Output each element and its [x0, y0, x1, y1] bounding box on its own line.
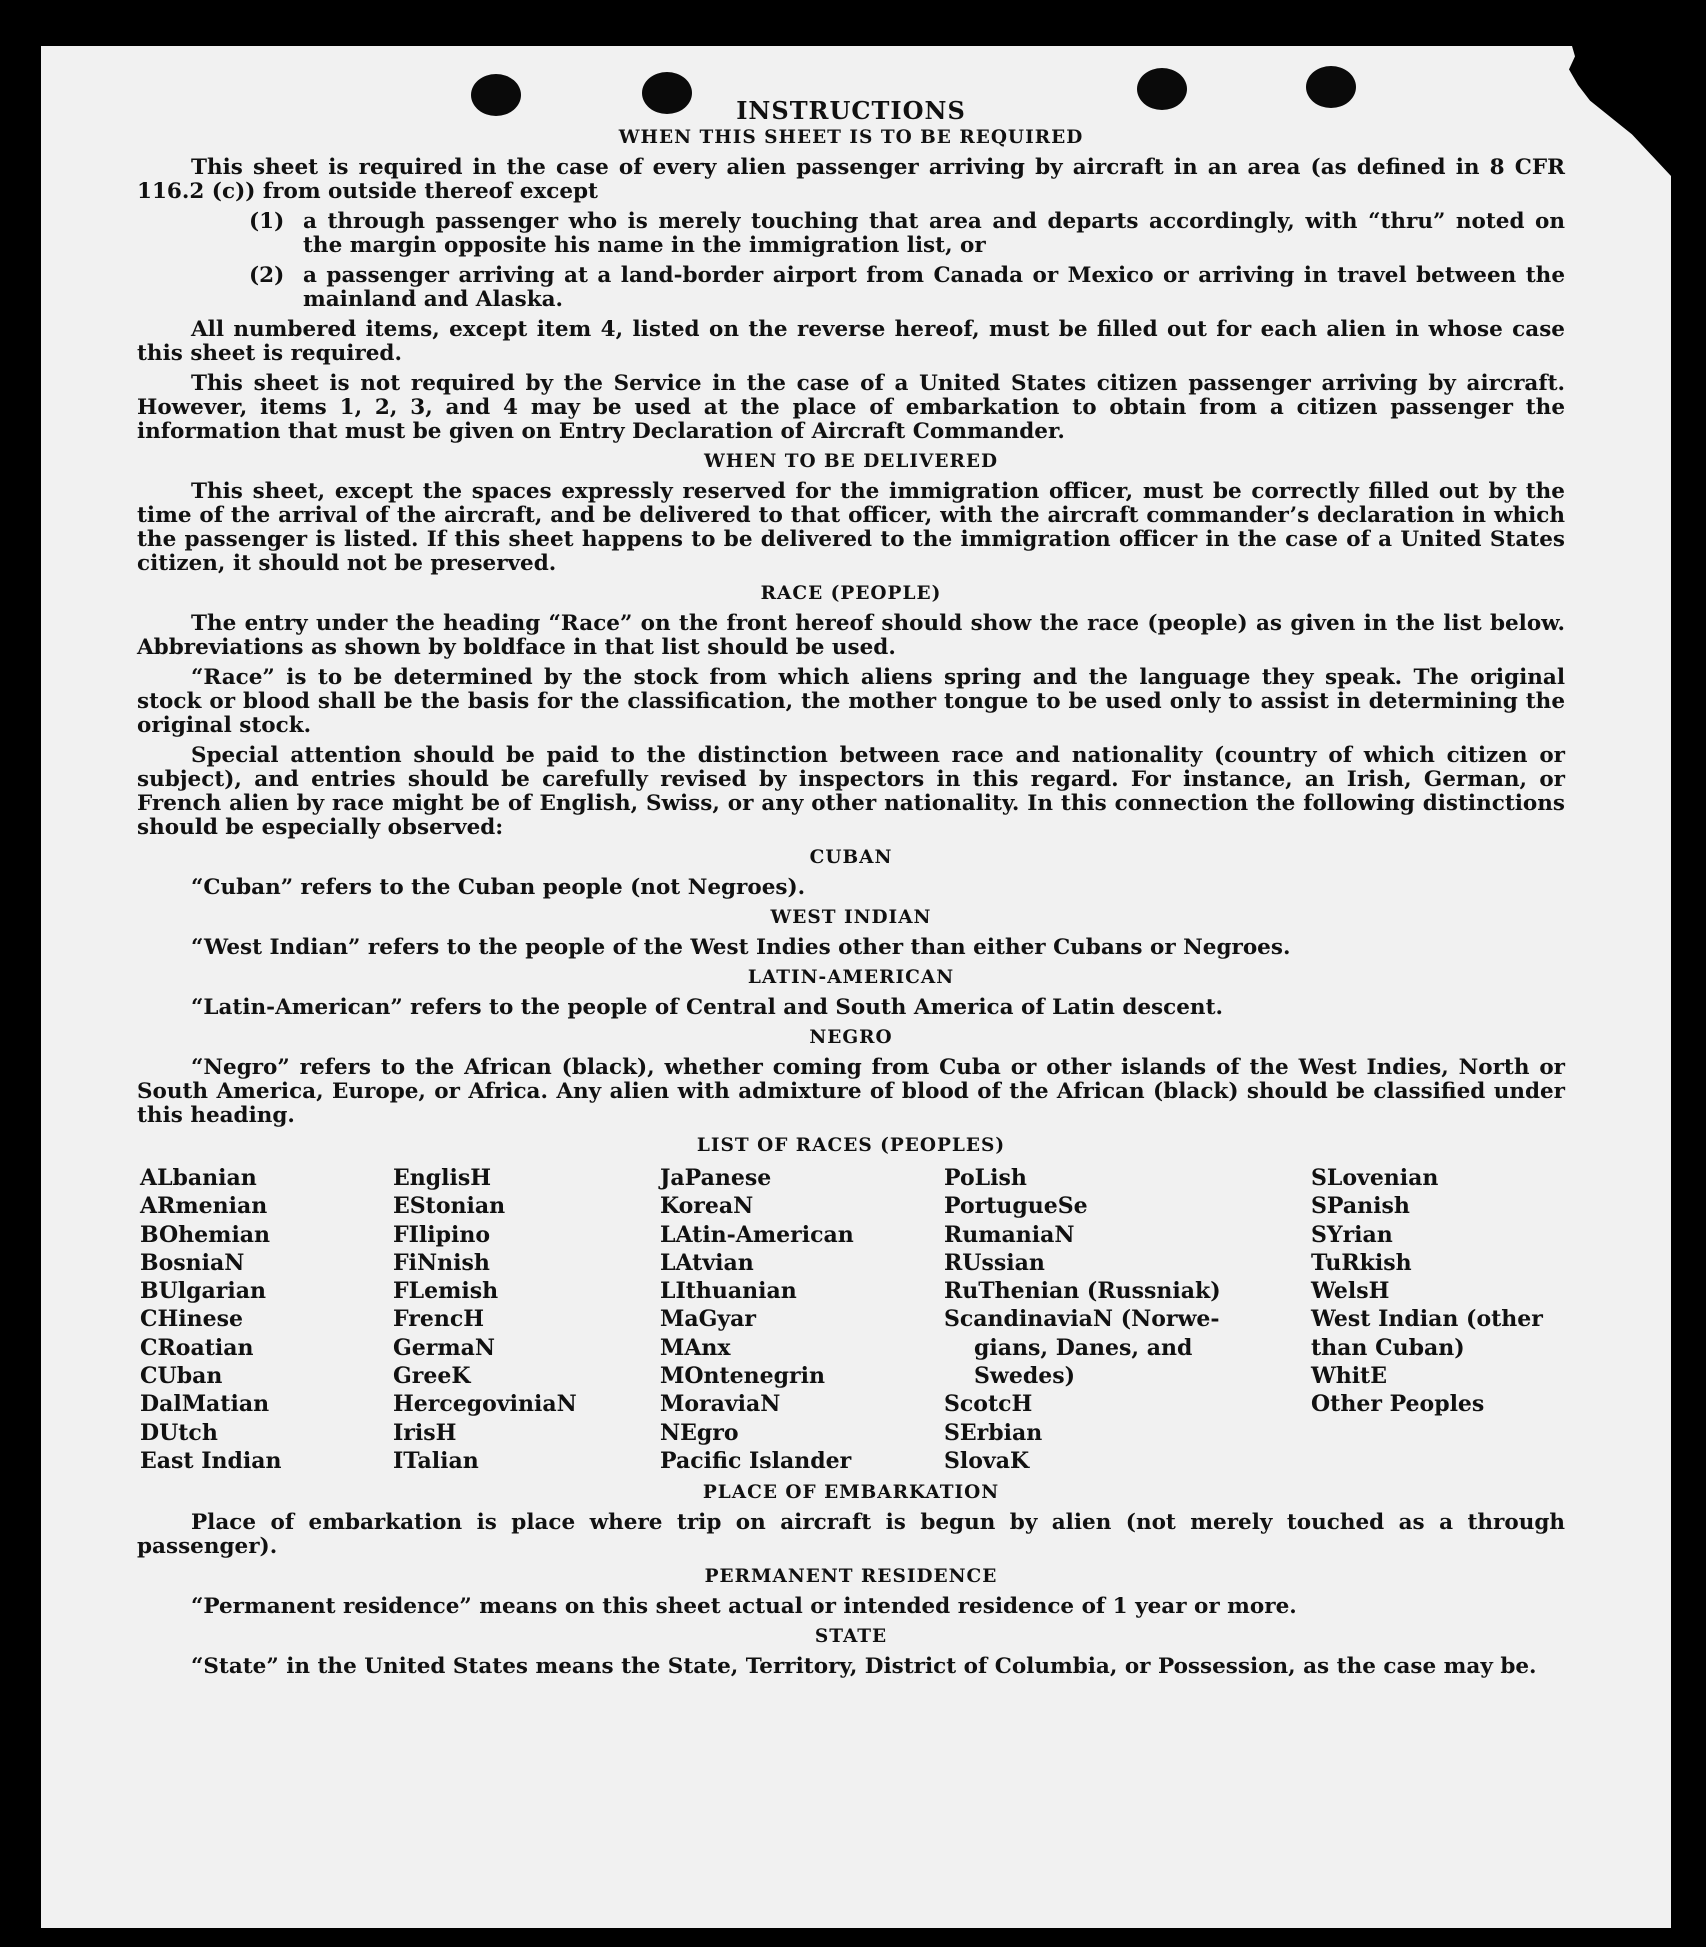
- para-embarkation: Place of embarkation is place where trip on aircraft is begun by alien (not merely touched as a through passenger).: [137, 1510, 1565, 1560]
- para-state: “State” in the United States means the State, Territory, District of Columbia, or Possession, as the case may be.: [191, 1654, 1537, 1680]
- race-entry-continuation: gians, Danes, and: [974, 1334, 1193, 1361]
- race-entry: EStonian: [393, 1193, 506, 1220]
- item-text: a through passenger who is merely touching that area and departs accordingly, with “thru” noted on the margin opposite his name in the immigration list, or: [303, 209, 1565, 258]
- race-entry: JaPanese: [660, 1165, 772, 1191]
- heading-when-required: WHEN THIS SHEET IS TO BE REQUIRED: [618, 127, 1084, 148]
- heading-west-indian: WEST INDIAN: [770, 907, 932, 928]
- race-entry: KoreaN: [660, 1193, 754, 1220]
- para-cuban: “Cuban” refers to the Cuban people (not Negroes).: [191, 875, 806, 900]
- races-list: [140, 1164, 1565, 1475]
- races-column-5: [1311, 1164, 1568, 1475]
- race-entry: RumaniaN: [944, 1221, 1075, 1248]
- para-residence: “Permanent residence” means on this sheet actual or intended residence of 1 year or more.: [191, 1594, 1297, 1620]
- races-column-4: [944, 1164, 1311, 1475]
- races-column-1: [140, 1164, 393, 1475]
- race-entry: GermaN: [393, 1334, 496, 1361]
- race-entry: DUtch: [140, 1419, 218, 1446]
- race-entry: SErbian: [944, 1419, 1043, 1446]
- para-latin-american: “Latin-American” refers to the people of Central and South America of Latin descent.: [191, 995, 1223, 1020]
- race-entry: SLovenian: [1311, 1165, 1439, 1191]
- races-column-2: [393, 1164, 660, 1475]
- para-west-indian: “West Indian” refers to the people of the West Indies other than either Cubans or Negroes.: [191, 935, 1291, 960]
- item-number: (2): [249, 263, 285, 288]
- race-entry: EnglisH: [393, 1165, 492, 1191]
- race-entry: HercegoviniaN: [393, 1391, 577, 1418]
- heading-list-of-races: LIST OF RACES (PEOPLES): [696, 1135, 1006, 1156]
- heading-latin-american: LATIN-AMERICAN: [747, 967, 955, 988]
- race-entry: SYrian: [1311, 1221, 1393, 1248]
- instructions-content: [137, 96, 1565, 1685]
- exception-item-1: [249, 210, 1565, 258]
- race-entry: BosniaN: [140, 1249, 245, 1276]
- race-entry: WhitE: [1311, 1363, 1387, 1390]
- para-race-1: The entry under the heading “Race” on the front hereof should show the race (people) as given in the list below. Abbreviations as shown by boldface in that list should be used.: [137, 611, 1565, 660]
- heading-state: STATE: [814, 1626, 888, 1648]
- heading-negro: NEGRO: [809, 1027, 893, 1048]
- race-entry: CRoatian: [140, 1334, 254, 1361]
- para-numbered-items: All numbered items, except item 4, listed on the reverse hereof, must be filled out for each alien in whose case this sheet is required.: [137, 317, 1565, 366]
- race-entry-continuation: Swedes): [974, 1363, 1075, 1390]
- race-entry: SlovaK: [944, 1447, 1030, 1474]
- race-entry: NEgro: [660, 1419, 739, 1446]
- race-entry: MOntenegrin: [660, 1363, 825, 1390]
- heading-race: RACE (PEOPLE): [760, 583, 942, 604]
- page-title: INSTRUCTIONS: [736, 96, 966, 125]
- heading-when-delivered: WHEN TO BE DELIVERED: [704, 451, 998, 472]
- heading-embarkation: PLACE OF EMBARKATION: [702, 1482, 1000, 1504]
- race-entry: East Indian: [140, 1447, 282, 1474]
- races-column-3: [660, 1164, 944, 1475]
- race-entry-continuation: than Cuban): [1311, 1334, 1465, 1361]
- item-number: (1): [249, 209, 285, 234]
- race-entry: LAtvian: [660, 1249, 754, 1276]
- race-entry: PoLish: [944, 1165, 1027, 1191]
- exception-item-2: [249, 264, 1565, 312]
- race-entry: West Indian (other: [1311, 1306, 1543, 1333]
- para-race-3: Special attention should be paid to the distinction between race and nationality (country of which citizen or subject), and entries should be carefully revised by inspectors in this regard. For instance, an Irish, German, or French alien by race might be of English, Swiss, or any other nationality. In this connection the following distinctions should be especially observed:: [137, 743, 1565, 840]
- para-citizen: This sheet is not required by the Service in the case of a United States citizen passenger arriving by aircraft. However, items 1, 2, 3, and 4 may be used at the place of embarkation to obtain from a citizen passenger the information that must be given on Entry Declaration of Aircraft Commander.: [137, 371, 1565, 444]
- para-negro: “Negro” refers to the African (black), whether coming from Cuba or other islands of the West Indies, North or South America, Europe, or Africa. Any alien with admixture of blood of the African (black) should be classified under this heading.: [137, 1055, 1565, 1128]
- race-entry: RuThenian (Russniak): [944, 1278, 1221, 1305]
- para-race-2: “Race” is to be determined by the stock from which aliens spring and the language they speak. The original stock or blood shall be the basis for the classification, the mother tongue to be used only to assist in determining the original stock.: [137, 665, 1565, 738]
- race-entry: FLemish: [393, 1278, 499, 1305]
- race-entry: ALbanian: [140, 1165, 257, 1191]
- race-entry: MAnx: [660, 1334, 731, 1361]
- race-entry: ScotcH: [944, 1391, 1033, 1418]
- race-entry: IrisH: [393, 1419, 457, 1446]
- race-entry: FrencH: [393, 1306, 484, 1333]
- item-text: a passenger arriving at a land-border airport from Canada or Mexico or arriving in travel between the mainland and Alaska.: [303, 263, 1565, 312]
- race-entry: ITalian: [393, 1447, 479, 1474]
- race-entry: DalMatian: [140, 1391, 270, 1418]
- race-entry: LIthuanian: [660, 1278, 797, 1305]
- race-entry: BUlgarian: [140, 1278, 266, 1305]
- race-entry: GreeK: [393, 1363, 471, 1390]
- race-entry: Other Peoples: [1311, 1391, 1485, 1418]
- race-entry: MaGyar: [660, 1306, 757, 1333]
- race-entry: TuRkish: [1311, 1249, 1412, 1276]
- race-entry: ScandinaviaN (Norwe-: [944, 1306, 1220, 1333]
- race-entry: CUban: [140, 1363, 223, 1390]
- race-entry: MoraviaN: [660, 1391, 781, 1418]
- para-delivered: This sheet, except the spaces expressly reserved for the immigration officer, must be correctly filled out by the time of the arrival of the aircraft, and be delivered to that officer, with the aircraft commander’s declaration in which the passenger is listed. If this sheet happens to be delivered to the immigration officer in the case of a United States citizen, it should not be preserved.: [137, 479, 1565, 576]
- race-entry: LAtin-American: [660, 1221, 854, 1248]
- race-entry: RUssian: [944, 1249, 1045, 1276]
- race-entry: FiNnish: [393, 1249, 490, 1276]
- race-entry: WelsH: [1311, 1278, 1390, 1305]
- race-entry: ARmenian: [140, 1193, 268, 1220]
- race-entry: SPanish: [1311, 1193, 1410, 1220]
- race-entry: CHinese: [140, 1306, 244, 1333]
- race-entry: FIlipino: [393, 1221, 491, 1248]
- para-required-intro: This sheet is required in the case of every alien passenger arriving by aircraft in an area (as defined in 8 CFR 116.2 (c)) from outside thereof except: [137, 155, 1565, 204]
- heading-residence: PERMANENT RESIDENCE: [704, 1566, 998, 1588]
- heading-cuban: CUBAN: [809, 847, 893, 868]
- race-entry: PortugueSe: [944, 1193, 1088, 1220]
- race-entry: Pacific Islander: [660, 1447, 852, 1474]
- race-entry: BOhemian: [140, 1221, 271, 1248]
